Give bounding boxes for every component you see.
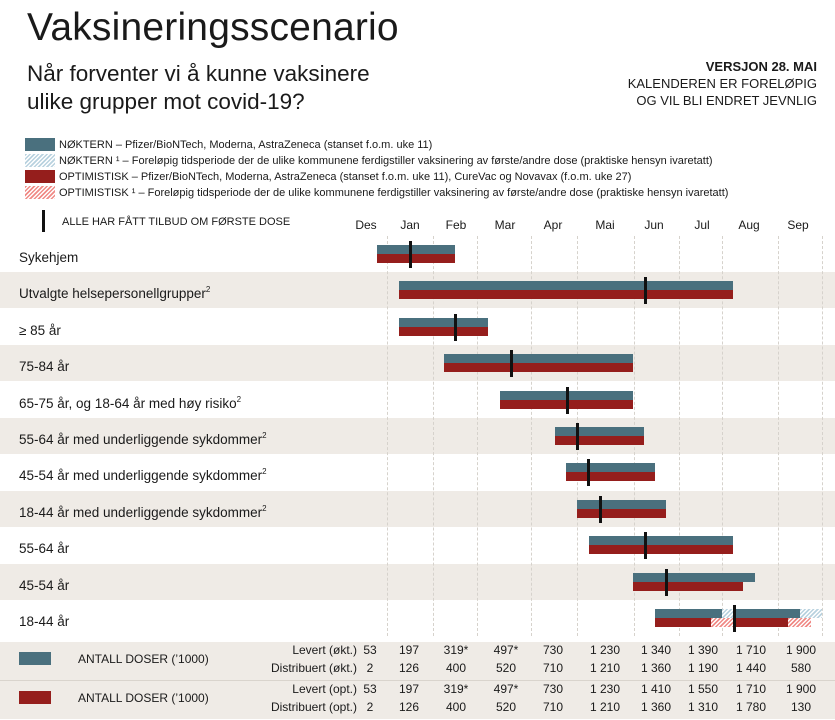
month-label: Apr	[543, 218, 563, 232]
bar-noktern	[566, 463, 655, 472]
bar-noktern	[444, 354, 633, 363]
first-dose-marker-icon	[454, 314, 457, 341]
bar-noktern	[655, 609, 722, 618]
doses-row-label: Levert (økt.)	[292, 643, 357, 657]
dose-value: 497*	[493, 682, 519, 696]
page-title: Vaksineringsscenario	[27, 6, 399, 49]
bar-optimistisk	[577, 509, 666, 518]
dose-value: 1 900	[785, 682, 817, 696]
legend-label: NØKTERN ¹ – Foreløpig tidsperiode der de ulike kommunene ferdigstiller vaksinering av første/andre dose (praktiske hensyn ivaretatt)	[59, 154, 713, 167]
dose-value: 1 210	[589, 700, 621, 714]
dose-value: 1 780	[735, 700, 767, 714]
bar-noktern	[633, 573, 755, 582]
bar-noktern	[734, 609, 800, 618]
doses-swatch-red	[19, 691, 51, 704]
gridline	[822, 236, 823, 636]
bar-optimistisk-prelim	[788, 618, 811, 627]
dose-value: 1 550	[687, 682, 719, 696]
month-label: Jan	[400, 218, 420, 232]
first-dose-marker-icon	[665, 569, 668, 596]
dose-value: 730	[542, 643, 564, 657]
bar-optimistisk	[555, 436, 644, 445]
legend-item-optimistisk-prelim	[25, 185, 728, 200]
doses-row-label: Levert (opt.)	[292, 682, 357, 696]
dose-value: 1 210	[589, 661, 621, 675]
dose-value: 1 900	[785, 643, 817, 657]
month-label: Feb	[445, 218, 467, 232]
dose-value: 1 390	[687, 643, 719, 657]
first-dose-marker-icon	[599, 496, 602, 523]
page-subtitle	[27, 60, 447, 116]
row-label-45-54-underlying: 45-54 år med underliggende sykdommer$^2$	[19, 467, 267, 483]
version-note	[628, 58, 817, 109]
dose-value: 197	[398, 643, 420, 657]
month-label: Jul	[694, 218, 710, 232]
row-label-75-84: 75-84 år	[19, 359, 70, 374]
dose-value: 1 710	[735, 643, 767, 657]
subtitle-line-1: Når forventer vi å kunne vaksinere	[27, 61, 370, 86]
first-dose-marker-icon	[566, 387, 569, 414]
gridline	[778, 236, 779, 636]
first-dose-marker-icon	[733, 605, 736, 632]
legend-marker-icon	[42, 210, 45, 232]
first-dose-marker-icon	[510, 350, 513, 377]
doses-swatch-teal	[19, 652, 51, 665]
dose-value: 1 230	[589, 643, 621, 657]
row-label-65-75-risk: 65-75 år, og 18-64 år med høy risiko$^2$	[19, 395, 242, 411]
dose-value: 130	[790, 700, 812, 714]
subtitle-line-2: ulike grupper mot covid-19?	[27, 89, 305, 114]
doses-title-optimistisk: ANTALL DOSER (’1000)	[78, 691, 209, 705]
first-dose-marker-icon	[644, 277, 647, 304]
legend-item-optimistisk	[25, 169, 631, 184]
legend-label: OPTIMISTISK – Pfizer/BioNTech, Moderna, AstraZeneca (stanset f.o.m. uke 11), CureVac og Novavax (f.o.m. uke 27)	[59, 170, 632, 183]
dose-value: 730	[542, 682, 564, 696]
dose-value: 580	[790, 661, 812, 675]
bar-optimistisk	[399, 290, 733, 299]
row-label-sykehjem: Sykehjem	[19, 250, 79, 265]
dose-value: 1 360	[640, 661, 672, 675]
version-label: VERSJON 28. MAI	[705, 59, 817, 74]
legend-swatch-teal	[25, 138, 55, 151]
bar-optimistisk	[444, 363, 633, 372]
dose-value: 520	[495, 700, 517, 714]
dose-value: 126	[398, 700, 420, 714]
month-label: Mar	[494, 218, 516, 232]
first-dose-marker-icon	[644, 532, 647, 559]
dose-value: 1 360	[640, 700, 672, 714]
bar-optimistisk	[734, 618, 788, 627]
bar-optimistisk	[655, 618, 711, 627]
dose-value: 1 410	[640, 682, 672, 696]
legend-swatch-red-hatched	[25, 186, 55, 199]
month-label: Mai	[595, 218, 615, 232]
dose-value: 319*	[443, 682, 469, 696]
gridline	[387, 236, 388, 636]
doses-title-noktern: ANTALL DOSER (’1000)	[78, 652, 209, 666]
bar-optimistisk	[399, 327, 488, 336]
row-label-55-64-underlying: 55-64 år med underliggende sykdommer$^2$	[19, 431, 267, 447]
month-label: Aug	[738, 218, 760, 232]
legend-swatch-red	[25, 170, 55, 183]
dose-value: 126	[398, 661, 420, 675]
bar-noktern	[555, 427, 644, 436]
first-dose-marker-icon	[576, 423, 579, 450]
bar-optimistisk	[566, 472, 655, 481]
bar-optimistisk	[589, 545, 733, 554]
dose-value: 1 340	[640, 643, 672, 657]
bar-optimistisk-prelim	[711, 618, 734, 627]
legend-item-noktern	[25, 137, 432, 152]
row-label-18-44-underlying: 18-44 år med underliggende sykdommer$^2$	[19, 504, 267, 520]
dose-value: 2	[366, 700, 374, 714]
row-label-helsepersonell: Utvalgte helsepersonellgrupper$^2$	[19, 285, 211, 301]
legend-label: OPTIMISTISK ¹ – Foreløpig tidsperiode der de ulike kommunene ferdigstiller vaksinering av første/andre dose (praktiske hensyn ivaretatt)	[59, 186, 729, 199]
row-label-85-plus: ≥ 85 år	[19, 323, 61, 338]
dose-value: 710	[542, 700, 564, 714]
bar-optimistisk	[377, 254, 455, 263]
bar-noktern	[399, 318, 488, 327]
bar-noktern	[399, 281, 733, 290]
row-label-45-54: 45-54 år	[19, 578, 70, 593]
row-label-55-64: 55-64 år	[19, 541, 70, 556]
dose-value: 1 310	[687, 700, 719, 714]
dose-value: 400	[445, 700, 467, 714]
dose-value: 1 710	[735, 682, 767, 696]
chart-row	[0, 345, 835, 381]
row-label-18-44: 18-44 år	[19, 614, 70, 629]
month-label: Des	[355, 218, 377, 232]
month-label: Jun	[644, 218, 664, 232]
bar-noktern	[589, 536, 733, 545]
dose-value: 497*	[493, 643, 519, 657]
dose-value: 400	[445, 661, 467, 675]
first-dose-marker-icon	[409, 241, 412, 268]
version-note-line-1: KALENDEREN ER FORELØPIG	[627, 76, 817, 91]
dose-value: 197	[398, 682, 420, 696]
legend-marker-label: ALLE HAR FÅTT TILBUD OM FØRSTE DOSE	[62, 216, 291, 228]
dose-value: 53	[363, 682, 377, 696]
dose-value: 1 440	[735, 661, 767, 675]
doses-row-label: Distribuert (opt.)	[270, 700, 357, 714]
doses-row-label: Distribuert (økt.)	[270, 661, 357, 675]
legend-item-noktern-prelim	[25, 153, 713, 168]
dose-value: 520	[495, 661, 517, 675]
first-dose-marker-icon	[587, 459, 590, 486]
dose-value: 53	[363, 643, 377, 657]
month-label: Sep	[787, 218, 809, 232]
dose-value: 1 230	[589, 682, 621, 696]
dose-value: 319*	[443, 643, 469, 657]
version-note-line-2: OG VIL BLI ENDRET JEVNLIG	[636, 93, 817, 108]
legend-swatch-teal-hatched	[25, 154, 55, 167]
bar-optimistisk	[633, 582, 743, 591]
dose-value: 2	[366, 661, 374, 675]
bar-noktern-prelim	[800, 609, 822, 618]
dose-value: 710	[542, 661, 564, 675]
dose-value: 1 190	[687, 661, 719, 675]
bar-noktern	[377, 245, 455, 254]
bar-noktern	[577, 500, 666, 509]
legend-label: NØKTERN – Pfizer/BioNTech, Moderna, AstraZeneca (stanset f.o.m. uke 11)	[59, 138, 433, 151]
